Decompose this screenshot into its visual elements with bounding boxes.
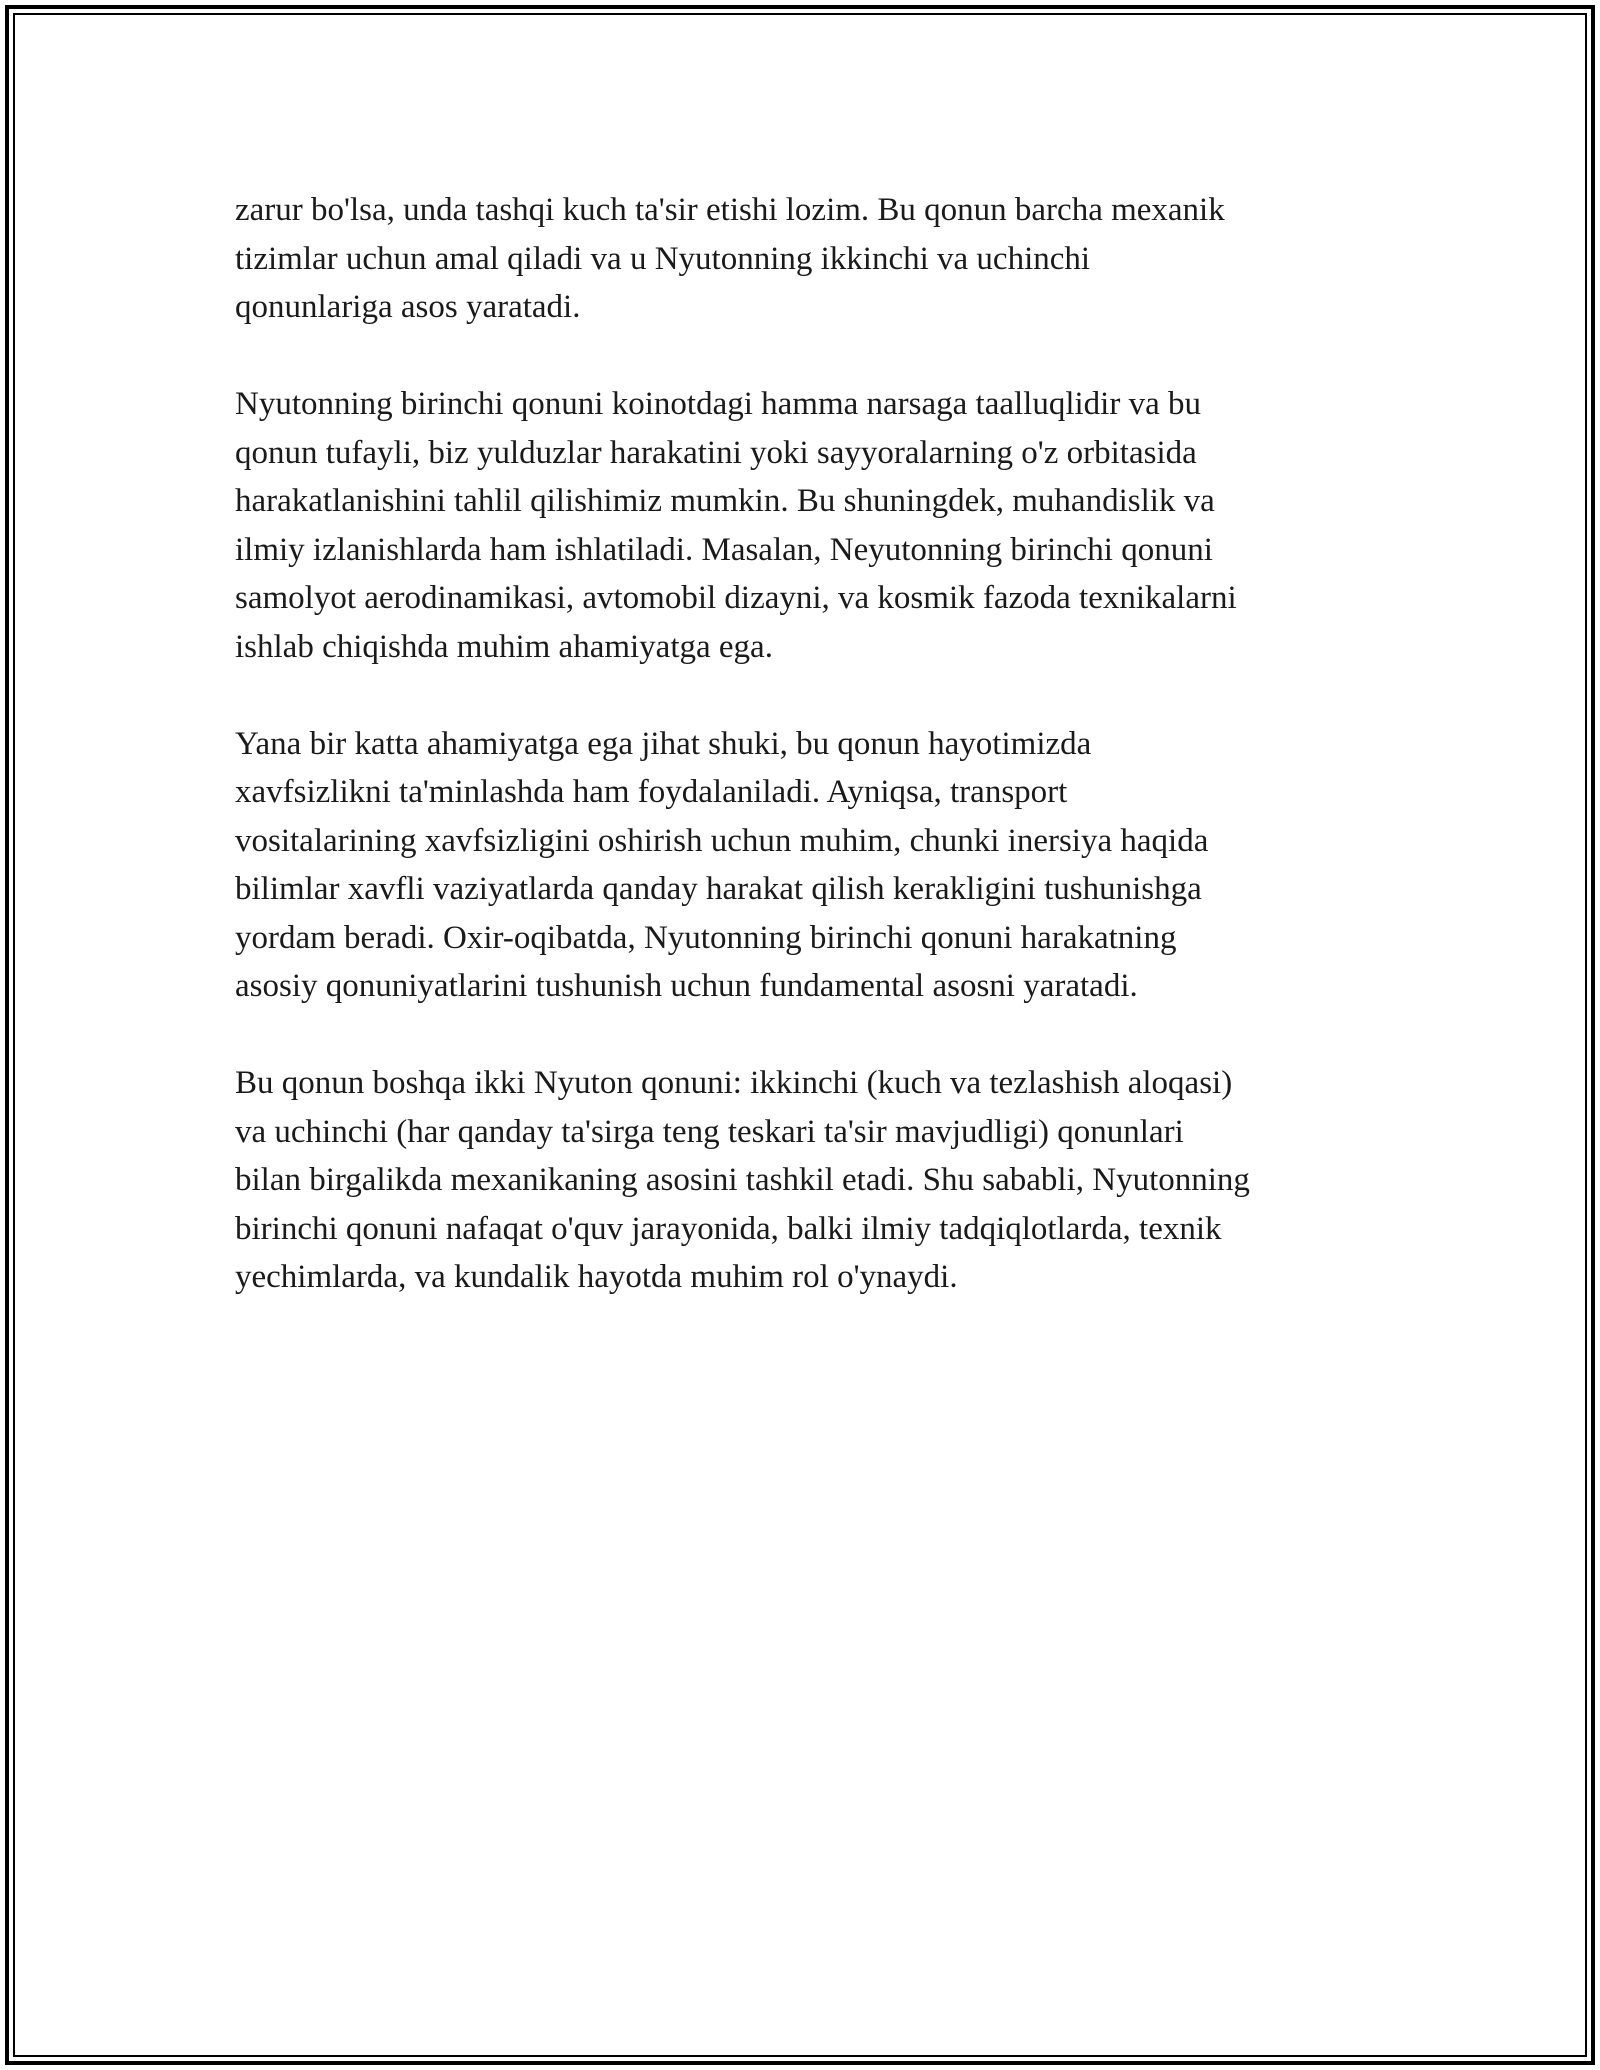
text-line: Yana bir katta ahamiyatga ega jihat shuki, bu qonun hayotimizda bbox=[235, 725, 1092, 762]
text-line: bilan birgalikda mexanikaning asosini tashkil etadi. Shu sababli, Nyutonning bbox=[235, 1162, 1250, 1198]
paragraph-3 bbox=[235, 720, 1395, 1011]
text-line: vositalarining xavfsizligini oshirish uchun muhim, chunki inersiya haqida bbox=[235, 822, 1209, 859]
text-line: xavfsizlikni ta'minlashda ham foydalaniladi. Ayniqsa, transport bbox=[235, 774, 1068, 810]
text-line: qonunlariga asos yaratadi. bbox=[235, 289, 581, 325]
text-line: zarur bo'lsa, unda tashqi kuch ta'sir etishi lozim. Bu qonun barcha mexanik bbox=[235, 192, 1225, 228]
paragraph-4 bbox=[235, 1059, 1395, 1302]
text-line: asosiy qonuniyatlarini tushunish uchun fundamental asosni yaratadi. bbox=[235, 968, 1138, 1004]
text-line: ishlab chiqishda muhim ahamiyatga ega. bbox=[235, 628, 773, 665]
text-line: samolyot aerodinamikasi, avtomobil dizayni, va kosmik fazoda texnikalarni bbox=[235, 580, 1237, 616]
document-body bbox=[235, 186, 1395, 1350]
text-line: birinchi qonuni nafaqat o'quv jarayonida, balki ilmiy tadqiqlotlarda, texnik bbox=[235, 1210, 1222, 1247]
text-line: harakatlanishini tahlil qilishimiz mumkin. Bu shuningdek, muhandislik va bbox=[235, 483, 1215, 519]
text-line: yechimlarda, va kundalik hayotda muhim rol o'ynaydi. bbox=[235, 1259, 958, 1295]
text-line: ilmiy izlanishlarda ham ishlatiladi. Masalan, Neyutonning birinchi qonuni bbox=[235, 531, 1213, 568]
text-line: tizimlar uchun amal qiladi va u Nyutonning ikkinchi va uchinchi bbox=[235, 240, 1091, 277]
text-line: bilimlar xavfli vaziyatlarda qanday harakat qilish kerakligini tushunishga bbox=[235, 871, 1202, 907]
text-line: Bu qonun boshqa ikki Nyuton qonuni: ikkinchi (kuch va tezlashish aloqasi) bbox=[235, 1065, 1233, 1101]
text-line: va uchinchi (har qanday ta'sirga teng teskari ta'sir mavjudligi) qonunlari bbox=[235, 1113, 1184, 1150]
text-line: qonun tufayli, biz yulduzlar harakatini yoki sayyoralarning o'z orbitasida bbox=[235, 434, 1197, 471]
paragraph-2 bbox=[235, 380, 1395, 671]
paragraph-1 bbox=[235, 186, 1395, 332]
text-line: Nyutonning birinchi qonuni koinotdagi hamma narsaga taalluqlidir va bu bbox=[235, 386, 1201, 422]
text-line: yordam beradi. Oxir-oqibatda, Nyutonning birinchi qonuni harakatning bbox=[235, 919, 1177, 956]
